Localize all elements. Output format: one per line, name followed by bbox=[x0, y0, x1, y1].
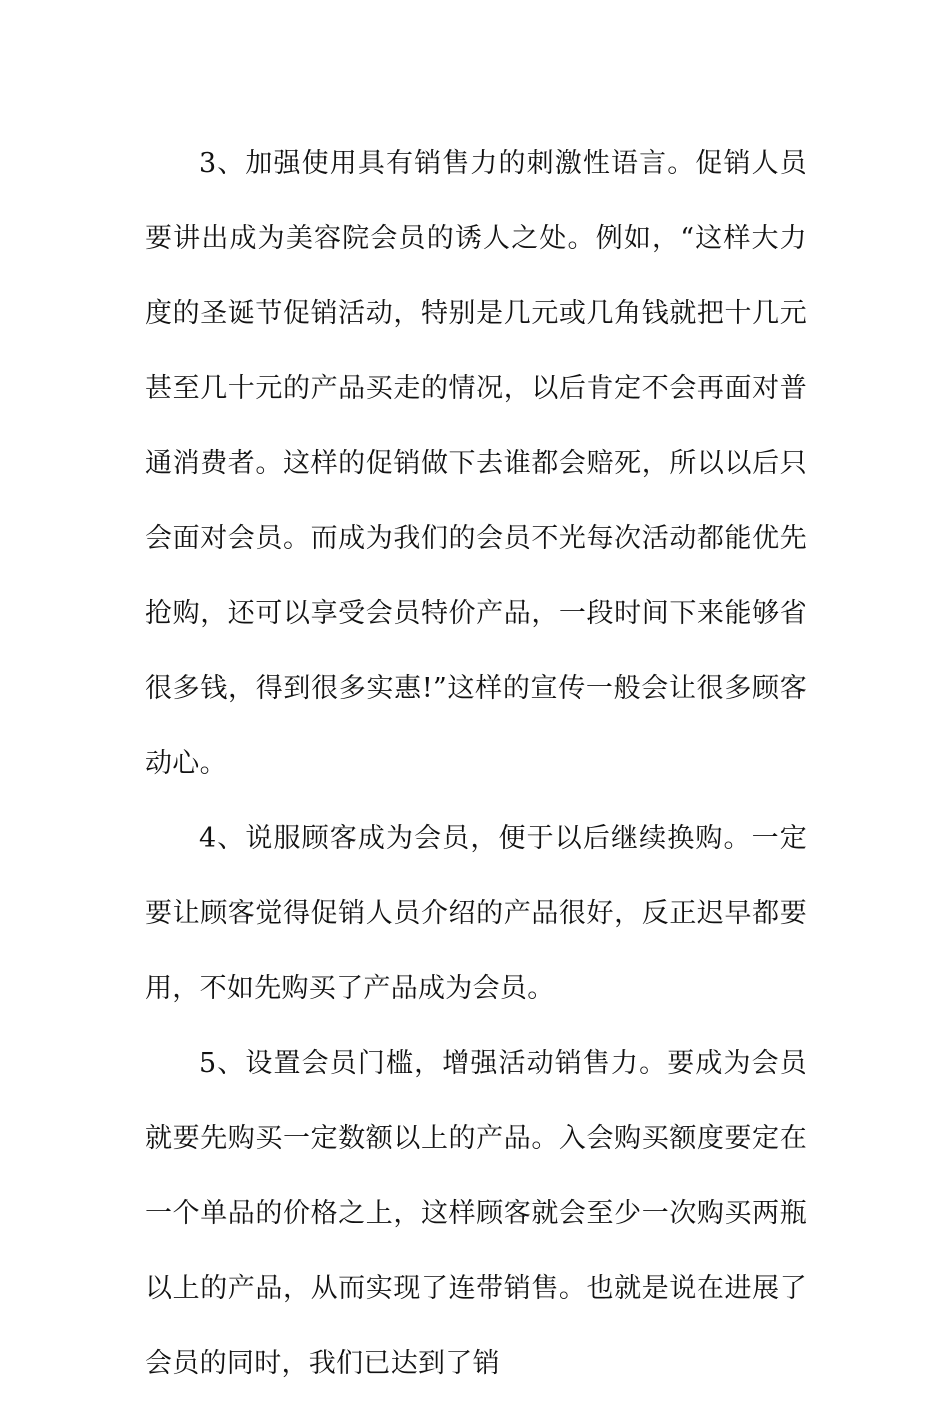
paragraph-5: 5、设置会员门槛，增强活动销售力。要成为会员就要先购买一定数额以上的产品。入会购买额度要定在一个单品的价格之上，这样顾客就会至少一次购买两瓶以上的产品，从而实现了连带销售。也就是说在进展了会员的同时，我们已达到了销 bbox=[145, 1048, 807, 1379]
document-body bbox=[145, 126, 807, 1401]
paragraph-3: 3、加强使用具有销售力的刺激性语言。促销人员要讲出成为美容院会员的诱人之处。例如，“这样大力度的圣诞节促销活动，特别是几元或几角钱就把十几元甚至几十元的产品买走的情况，以后肯定不会再面对普通消费者。这样的促销做下去谁都会赔死，所以以后只会面对会员。而成为我们的会员不光每次活动都能优先抢购，还可以享受会员特价产品，一段时间下来能够省很多钱，得到很多实惠!”这样的宣传一般会让很多顾客动心。 bbox=[145, 148, 807, 779]
paragraph-4: 4、说服顾客成为会员，便于以后继续换购。一定要让顾客觉得促销人员介绍的产品很好，反正迟早都要用，不如先购买了产品成为会员。 bbox=[145, 823, 807, 1004]
